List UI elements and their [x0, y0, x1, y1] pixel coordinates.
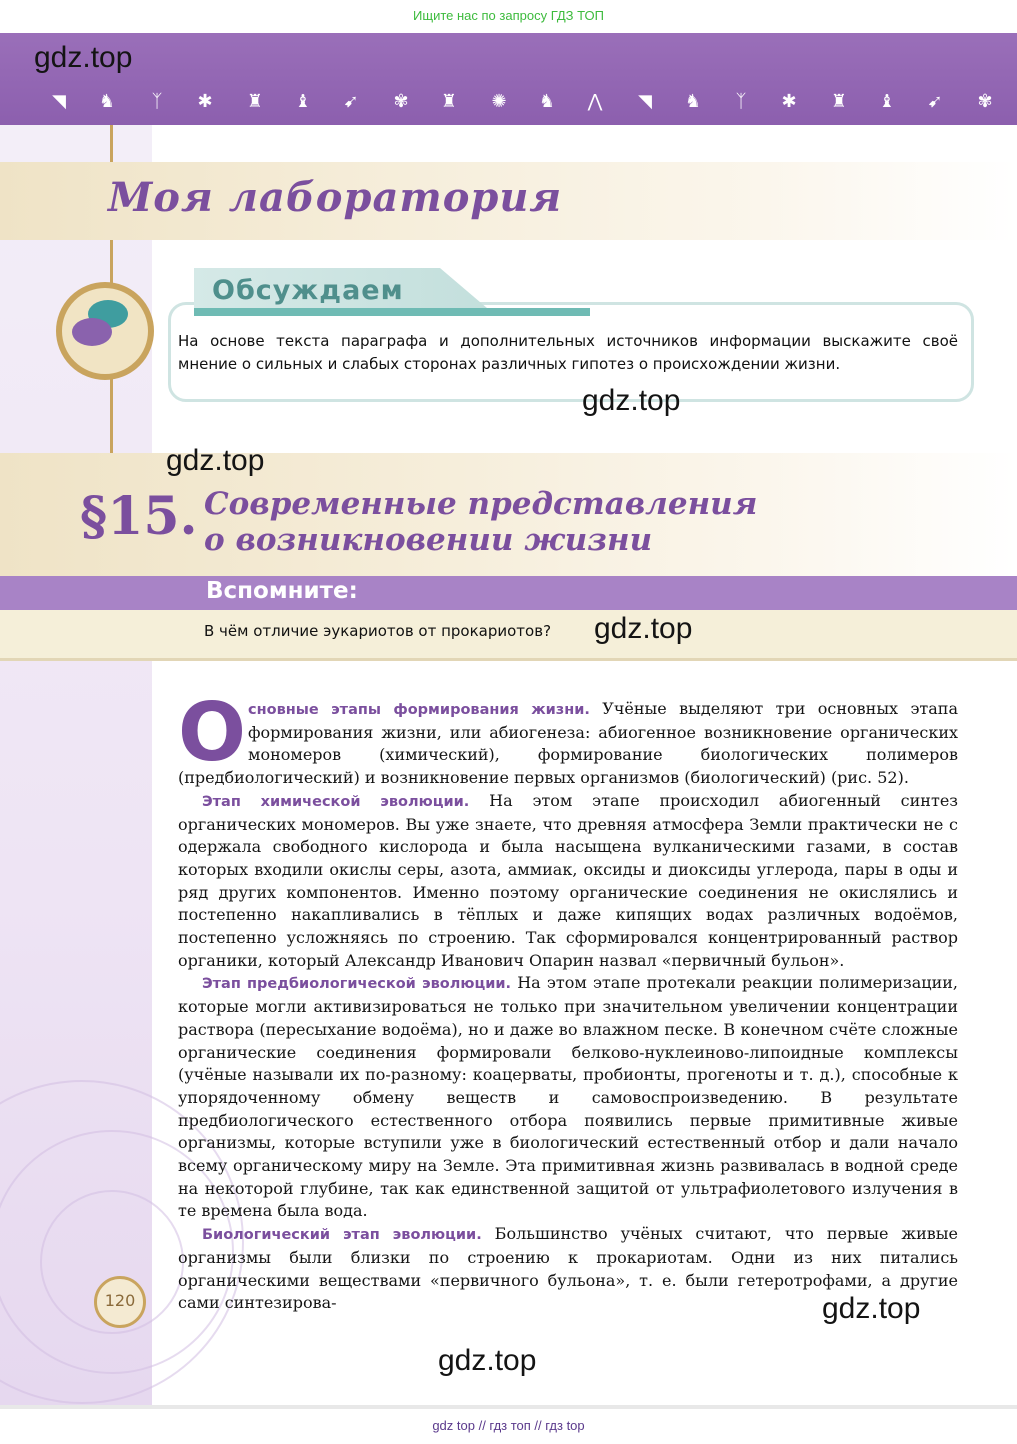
header-band: [0, 33, 1017, 125]
bear-icon: ♜: [440, 91, 458, 112]
cat-icon: ♝: [878, 91, 896, 112]
bull-icon: ♜: [246, 91, 264, 112]
goat-icon: ♞: [98, 91, 116, 112]
paragraph-text: Большинство учёных считают, что первые живые организмы были близки по строению к прокариотам. Одни из них питались органическими веществами «первичного бульона», т. е. были гетеротрофами, а другие сами синтезирова-: [178, 1224, 958, 1313]
paragraph-title: [204, 486, 757, 558]
bird-icon: ➹: [927, 91, 943, 112]
watermark: gdz.top: [582, 384, 681, 417]
body-paragraph: [178, 790, 958, 973]
paragraph-title-line: о возникновении жизни: [204, 522, 653, 558]
goat-icon: ♞: [684, 91, 702, 112]
bull-icon: ♜: [830, 91, 848, 112]
discuss-label: Обсуждаем: [212, 275, 404, 306]
paragraph-lead: Этап химической эволюции.: [202, 793, 470, 810]
recall-question: В чём отличие эукариотов от прокариотов?: [204, 622, 552, 640]
top-ad-banner[interactable]: Ищите нас по запросу ГДЗ ТОП: [0, 0, 1017, 33]
butterfly-icon: ✾: [393, 91, 409, 112]
scorpion-icon: ✺: [491, 91, 507, 112]
watermark: gdz.top: [594, 612, 693, 645]
human-icon: ᛉ: [735, 91, 747, 112]
paragraph-lead: сновные этапы формирования жизни.: [248, 702, 590, 718]
watermark: gdz.top: [166, 444, 265, 477]
paragraph-lead: Этап предбиологической эволюции.: [202, 976, 512, 993]
whale-icon: ◥: [638, 91, 652, 112]
paragraph-lead: Биологический этап эволюции.: [202, 1227, 482, 1244]
paragraph-text: На этом этапе протекали реакции полимеризации, которые могли активизироваться не только при значительном увеличении концентрации раствора (пересыхание водоёма), но и даже во влажном песке. В конечном счёте сложные органические соединения формировали белково-нуклеиново-липоидные комплексы (учёные называли их по-разному: коацерваты, пробионты, прогеноты и т. д.), способные к упорядоченному обмену веществ и самовоспроизведению. В результате предбиологического естественного отбора появились первые примитивные живые организмы, которые вступили уже в биологический естественный отбор и дали начало всему органическому миру на Земле. Эта примитивная жизнь развивалась в водной среде на некоторой глубине, так как единственной защитой от ультрафиолетового излучения в те времена была вода.: [178, 973, 959, 1221]
watermark: gdz.top: [822, 1292, 921, 1325]
paragraph-text: Учёные выделяют три основных этапа формирования жизни, или абиогенеза: абиогенное возникновение органических мономеров (химический), формирование биологических полимеров (предбиологический) и возникновение первых организмов (биологический) (рис. 52).: [178, 699, 959, 788]
recall-label: Вспомните:: [206, 578, 358, 604]
watermark: gdz.top: [438, 1344, 537, 1377]
lab-title: Моя лаборатория: [108, 174, 563, 221]
speech-bubble-icon: [72, 318, 112, 346]
paragraph-title-line: Современные представления: [204, 486, 758, 522]
butterfly-icon: ✾: [977, 91, 993, 112]
page-number: 120: [94, 1276, 146, 1328]
pterodactyl-icon: ⋀: [587, 91, 603, 112]
bird-icon: ➹: [343, 91, 359, 112]
footer-links[interactable]: gdz top // гдз топ // гдз top: [0, 1405, 1017, 1444]
paragraph-text: На этом этапе происходил абиогенный синтез органических мономеров. Вы уже знаете, что древняя атмосфера Земли практически не с одержала свободного кислорода и была насыщена вулканическими газами, в состав которых входили окислы серы, азота, аммиак, оксиды и диоксиды углерода, пары в оды и ряд других компонентов. Именно поэтому органические соединения не окислялись и постепенно накапливались в тёплых и даже кипящих водах различных водоёмов, постепенно усложняясь по строению. Так сформировался концентрированный раствор органики, который Александр Иванович Опарин назвал «первичный бульон».: [178, 790, 959, 970]
animal-icon-row: [44, 87, 1004, 117]
header-watermark: gdz.top: [34, 41, 133, 74]
discuss-tab-underline: [194, 308, 590, 316]
whale-icon: ◥: [52, 91, 66, 112]
human-icon: ᛉ: [151, 91, 163, 112]
body-text: [178, 686, 959, 1315]
recall-band: [0, 576, 1017, 610]
discuss-text: На основе текста параграфа и дополнительных источников информации выскажите своё мнение о сильных и слабых сторонах различных гипотез о происхождении жизни.: [178, 332, 958, 373]
drop-cap: О: [178, 686, 247, 779]
horse-icon: ♞: [538, 91, 556, 112]
paragraph-number: §15.: [80, 486, 198, 547]
cat-icon: ♝: [294, 91, 312, 112]
insect-icon: ✱: [197, 91, 213, 112]
insect-icon: ✱: [781, 91, 797, 112]
body-paragraph: [178, 686, 959, 790]
body-paragraph: [178, 972, 958, 1223]
